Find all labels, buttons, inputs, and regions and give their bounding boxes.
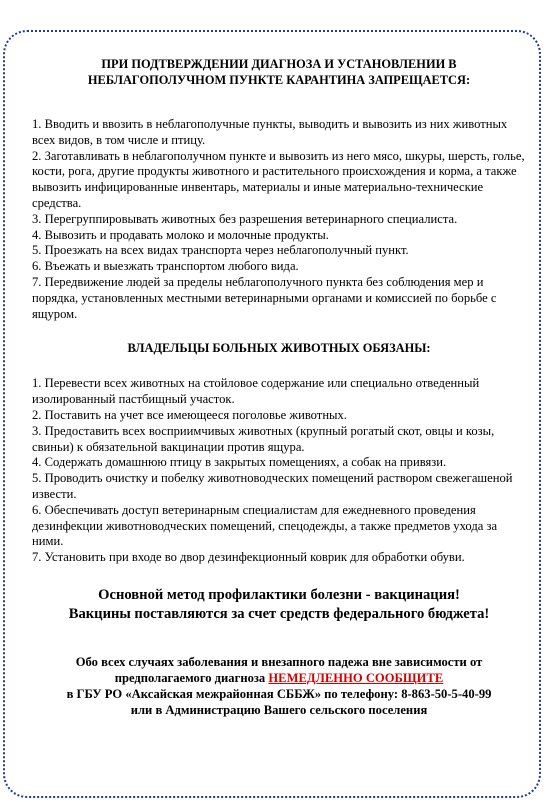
- urgent-report-text: НЕМЕДЛЕННО СООБЩИТЕ: [268, 670, 444, 685]
- contact-notice: [32, 654, 526, 718]
- prohibitions-heading: [32, 56, 526, 88]
- vaccination-notice: [32, 586, 526, 624]
- obligation-item-1: 1. Перевести всех животных на стойловое содержание или специально отведенный изолированный пастбищный участок.: [32, 376, 480, 407]
- contact-line-2: [32, 670, 526, 686]
- prohibitions-heading-line-1: ПРИ ПОДТВЕРЖДЕНИИ ДИАГНОЗА И УСТАНОВЛЕНИИ В: [101, 57, 457, 71]
- prohibition-item-1: 1. Вводить и ввозить в неблагополучные пункты, выводить и вывозить из них животных всех видов, в том числе и птицу.: [32, 117, 508, 147]
- contact-line-4: или в Администрацию Вашего сельского поселения: [130, 702, 428, 717]
- vaccination-notice-line-2: Вакцины поставляются за счет средств федерального бюджета!: [68, 605, 490, 622]
- obligations-heading: ВЛАДЕЛЬЦЫ БОЛЬНЫХ ЖИВОТНЫХ ОБЯЗАНЫ:: [127, 341, 431, 356]
- prohibitions-heading-line-2: НЕБЛАГОПОЛУЧНОМ ПУНКТЕ КАРАНТИНА ЗАПРЕЩАЕТСЯ:: [87, 73, 471, 87]
- prohibition-item-7: 7. Передвижение людей за пределы неблагополучного пункта без соблюдения мер и порядка, установленных местными ветеринарными органами и комиссией по борьбе с ящуром.: [32, 274, 497, 321]
- prohibition-item-4: 4. Вывозить и продавать молоко и молочные продукты.: [32, 227, 329, 242]
- obligations-list: [32, 376, 526, 566]
- prohibition-item-3: 3. Перегруппировывать животных без разрешения ветеринарного специалиста.: [32, 211, 458, 226]
- contact-line-1: Обо всех случаях заболевания и внезапного падежа вне зависимости от: [75, 654, 483, 669]
- prohibition-item-2: 2. Заготавливать в неблагополучном пункте и вывозить из него мясо, шкуры, шерсть, голье, кости, рога, другие продукты животного и растительного происхождения и корма, а также вывозить инфицированные инвентарь, материалы и иные материально-технические средства.: [32, 148, 525, 210]
- obligation-item-2: 2. Поставить на учет все имеющееся поголовье животных.: [32, 407, 347, 422]
- prohibition-item-5: 5. Проезжать на всех видах транспорта через неблагополучный пункт.: [32, 243, 409, 258]
- prohibition-item-6: 6. Въежать и выезжать транспортом любого вида.: [32, 259, 299, 274]
- obligation-item-6: 6. Обеспечивать доступ ветеринарным специалистам для ежедневного проведения дезинфекции животноводческих помещений, спецодежды, а также предметов ухода за ними.: [32, 502, 498, 549]
- contact-line-2-prefix: предполагаемого диагноза: [114, 670, 269, 685]
- prohibitions-list: [32, 117, 526, 322]
- obligation-item-3: 3. Предоставить всех восприимчивых животных (крупный рогатый скот, овцы и козы, свиньи) к обязательной вакцинации против ящура.: [32, 423, 495, 454]
- obligation-item-4: 4. Содержать домашнюю птицу в закрытых помещениях, а собак на привязи.: [32, 455, 447, 470]
- contact-line-3: в ГБУ РО «Аксайская межрайонная СББЖ» по телефону: 8-863-50-5-40-99: [66, 686, 492, 701]
- leaflet-content: [32, 56, 526, 718]
- obligation-item-7: 7. Установить при входе во двор дезинфекционный коврик для обработки обуви.: [32, 550, 465, 565]
- vaccination-notice-line-1: Основной метод профилактики болезни - вакцинация!: [98, 586, 460, 603]
- obligation-item-5: 5. Проводить очистку и побелку животноводческих помещений раствором свежегашеной извести.: [32, 471, 513, 501]
